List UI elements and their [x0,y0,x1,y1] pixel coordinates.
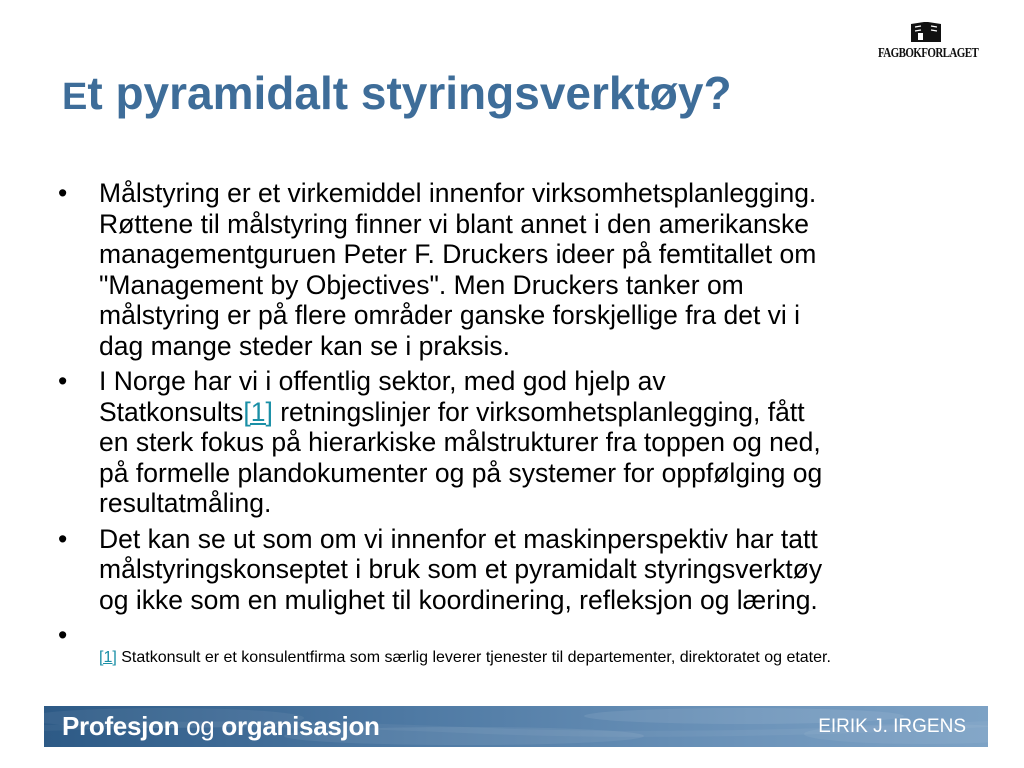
bullet-marker: • [58,620,68,650]
bullet-item-4-empty [58,620,968,651]
author-name: EIRIK J. IRGENS [818,716,966,737]
footnote-text: Statkonsult er et konsulentfirma som særlig leverer tjenester til departementer, direktoratet og etater. [116,649,831,666]
bullet-line: målstyringskonseptet i bruk som et pyramidalt styringsverktøy [99,554,823,584]
bullet-line: Målstyring er et virkemiddel innenfor virksomhetsplanlegging. [99,178,817,208]
publisher-logo [878,18,979,68]
slide-title-first-letter: E [62,76,88,118]
bullet-line: Røttene til målstyring finner vi blant annet i den amerikanske [99,208,809,239]
bullet-line-with-link [99,397,968,428]
bullet-text: Statkonsults [99,396,244,427]
slide-title-rest: t pyramidalt styringsverktøy? [87,67,732,119]
footnote [99,648,969,667]
bullet-marker: • [58,178,68,208]
bullet-marker: • [58,366,68,396]
publisher-name: FAGBOKFORLAGET [878,45,979,61]
bullet-line: og ikke som en mulighet til koordinering, refleksjon og læring. [99,584,818,615]
footer-banner [44,706,988,747]
bullet-line: Det kan se ut som om vi innenfor et maskinperspektiv har tatt [99,523,818,554]
bullet-list [58,178,968,656]
bullet-line: managementguruen Peter F. Druckers ideer på femtitallet om [99,239,817,269]
bullet-item-2 [58,366,968,519]
course-title-part: Profesjon [62,711,180,741]
bullet-line: "Management by Objectives". Men Druckers tanker om [99,269,744,300]
bullet-line: en sterk fokus på hierarkiske målstrukturer fra toppen og ned, [99,427,821,457]
bullet-item-1 [58,178,968,361]
bullet-text: retningslinjer for virksomhetsplanlegging, fått [272,396,805,427]
bullet-line: resultatmåling. [99,488,272,518]
bullet-line: I Norge har vi i offentlig sektor, med god hjelp av [99,366,666,396]
course-title-connector: og [179,711,222,741]
footnote-anchor-link[interactable]: [1] [99,649,117,666]
bullet-line: på formelle plandokumenter og på systemer for oppfølging og [99,457,823,488]
book-logo-icon [909,21,943,43]
bullet-line: målstyring er på flere områder ganske forskjellige fra det vi i [99,300,801,330]
bullet-item-3 [58,524,968,616]
bullet-line: dag mange steder kan se i praksis. [99,330,510,361]
course-title [62,711,380,742]
footnote-reference-link[interactable]: [1] [243,396,273,427]
course-title-part: organisasjon [221,711,380,741]
slide-title [62,66,732,120]
bullet-marker: • [58,523,68,554]
